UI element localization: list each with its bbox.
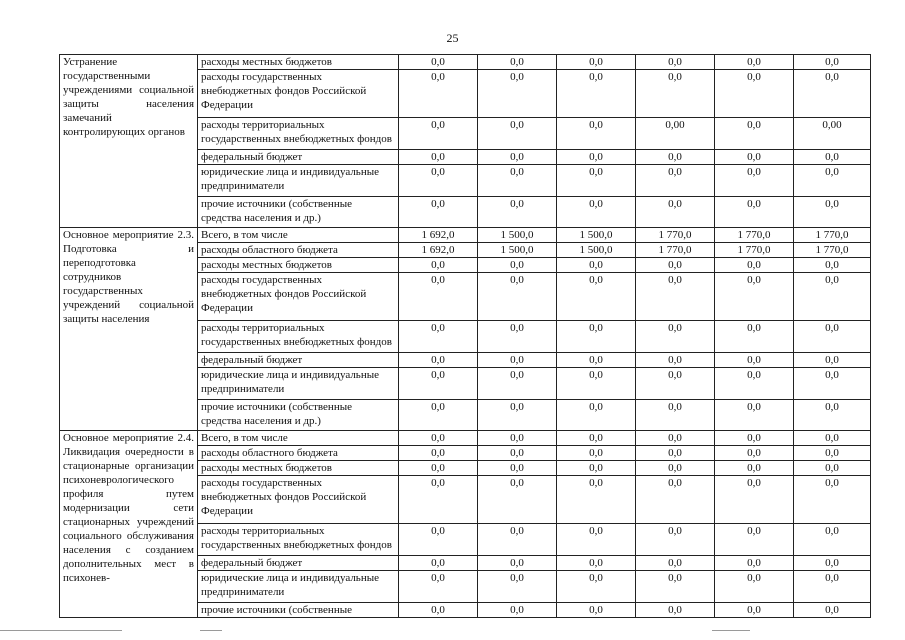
value-cell: 0,0 [715,524,794,556]
value-cell: 0,0 [636,556,715,571]
value-cell: 0,0 [399,368,478,400]
value-cell: 0,0 [478,118,557,150]
value-cell: 0,0 [399,571,478,603]
value-cell: 0,0 [794,476,871,524]
value-cell: 0,00 [636,118,715,150]
value-cell: 0,0 [399,556,478,571]
value-cell: 1 500,0 [557,243,636,258]
value-cell: 0,0 [478,524,557,556]
value-cell: 0,0 [399,118,478,150]
value-cell: 0,0 [636,273,715,321]
funding-source: прочие источники (собственные средства населения и др.) [198,197,399,228]
footer-rule [712,630,750,631]
value-cell: 0,0 [794,446,871,461]
value-cell: 0,0 [478,400,557,431]
value-cell: 0,0 [794,603,871,618]
value-cell: 0,0 [715,150,794,165]
funding-source: расходы территориальных государственных внебюджетных фондов [198,118,399,150]
value-cell: 0,0 [399,165,478,197]
value-cell: 0,0 [399,400,478,431]
value-cell: 0,0 [715,118,794,150]
value-cell: 0,0 [794,55,871,70]
footer-rule [200,630,222,631]
value-cell: 0,0 [636,197,715,228]
value-cell: 1 770,0 [794,243,871,258]
funding-source: юридические лица и индивидуальные предприниматели [198,165,399,197]
value-cell: 0,0 [715,197,794,228]
value-cell: 0,0 [478,321,557,353]
funding-source: расходы местных бюджетов [198,258,399,273]
value-cell: 0,0 [399,150,478,165]
funding-source: Всего, в том числе [198,431,399,446]
value-cell: 0,0 [557,197,636,228]
value-cell: 0,0 [399,273,478,321]
value-cell: 0,0 [794,321,871,353]
value-cell: 0,0 [557,353,636,368]
value-cell: 0,0 [557,321,636,353]
value-cell: 0,0 [478,603,557,618]
value-cell: 0,0 [794,431,871,446]
funding-source: федеральный бюджет [198,556,399,571]
value-cell: 0,0 [794,273,871,321]
value-cell: 0,0 [557,368,636,400]
value-cell: 0,0 [478,571,557,603]
funding-source: расходы государственных внебюджетных фондов Российской Федерации [198,476,399,524]
value-cell: 0,0 [636,165,715,197]
value-cell: 0,0 [557,258,636,273]
value-cell: 0,0 [478,446,557,461]
funding-source: прочие источники (собственные [198,603,399,618]
funding-source: юридические лица и индивидуальные предприниматели [198,368,399,400]
value-cell: 0,0 [557,524,636,556]
value-cell: 0,0 [794,556,871,571]
value-cell: 0,0 [478,353,557,368]
value-cell: 1 770,0 [636,243,715,258]
value-cell: 0,0 [478,476,557,524]
table-row [60,228,871,243]
value-cell: 1 770,0 [715,228,794,243]
value-cell: 0,0 [715,70,794,118]
value-cell: 0,0 [478,55,557,70]
value-cell: 0,0 [636,446,715,461]
value-cell: 0,0 [794,571,871,603]
value-cell: 0,0 [636,431,715,446]
value-cell: 0,0 [636,258,715,273]
value-cell: 0,0 [636,476,715,524]
value-cell: 0,0 [715,258,794,273]
value-cell: 0,0 [715,556,794,571]
value-cell: 0,0 [557,400,636,431]
value-cell: 0,0 [557,431,636,446]
value-cell: 0,0 [557,461,636,476]
value-cell: 0,0 [715,165,794,197]
value-cell: 0,0 [636,150,715,165]
value-cell: 0,0 [557,55,636,70]
value-cell: 0,0 [399,70,478,118]
funding-source: расходы территориальных государственных внебюджетных фондов [198,321,399,353]
value-cell: 0,0 [715,461,794,476]
event-description: Основное мероприятие 2.3. Подготовка и переподготовка сотрудников государственных учреждений социальной защиты населения [60,228,198,431]
value-cell: 0,0 [636,70,715,118]
value-cell: 0,0 [794,165,871,197]
value-cell: 0,0 [715,321,794,353]
funding-source: юридические лица и индивидуальные предприниматели [198,571,399,603]
table-row [60,55,871,70]
value-cell: 0,0 [636,321,715,353]
value-cell: 0,00 [794,118,871,150]
funding-source: расходы государственных внебюджетных фондов Российской Федерации [198,70,399,118]
value-cell: 0,0 [557,476,636,524]
funding-source: Всего, в том числе [198,228,399,243]
page-number: 25 [446,31,459,45]
value-cell: 0,0 [399,197,478,228]
value-cell: 0,0 [399,258,478,273]
value-cell: 0,0 [715,400,794,431]
value-cell: 0,0 [636,571,715,603]
value-cell: 0,0 [478,556,557,571]
value-cell: 0,0 [715,446,794,461]
value-cell: 0,0 [478,197,557,228]
event-description: Основное мероприятие 2.4. Ликвидация очередности в стационарные организации психоневрологического профиля путем модернизации сети стационарных учреждений социального обслуживания населения с созданием дополнительных мест в психонев- [60,431,198,618]
value-cell: 1 692,0 [399,228,478,243]
value-cell: 0,0 [557,603,636,618]
value-cell: 0,0 [478,150,557,165]
value-cell: 0,0 [794,368,871,400]
value-cell: 0,0 [715,603,794,618]
funding-source: расходы территориальных государственных внебюджетных фондов [198,524,399,556]
event-description: Устранение государственными учреждениями социальной защиты населения замечаний контролирующих органов [60,55,198,228]
funding-source: расходы местных бюджетов [198,461,399,476]
value-cell: 0,0 [636,368,715,400]
funding-source: расходы областного бюджета [198,446,399,461]
funding-source: расходы государственных внебюджетных фондов Российской Федерации [198,273,399,321]
footer-rule [0,630,122,631]
funding-source: расходы местных бюджетов [198,55,399,70]
value-cell: 0,0 [557,165,636,197]
value-cell: 0,0 [478,273,557,321]
value-cell: 0,0 [794,353,871,368]
value-cell: 0,0 [557,556,636,571]
funding-source: федеральный бюджет [198,353,399,368]
value-cell: 1 770,0 [794,228,871,243]
value-cell: 0,0 [794,258,871,273]
value-cell: 0,0 [715,55,794,70]
value-cell: 0,0 [794,524,871,556]
value-cell: 0,0 [478,431,557,446]
value-cell: 0,0 [715,273,794,321]
value-cell: 1 500,0 [557,228,636,243]
value-cell: 0,0 [794,461,871,476]
value-cell: 0,0 [794,400,871,431]
value-cell: 0,0 [399,476,478,524]
value-cell: 0,0 [399,55,478,70]
funding-source: расходы областного бюджета [198,243,399,258]
value-cell: 0,0 [557,273,636,321]
value-cell: 0,0 [478,461,557,476]
funding-source: прочие источники (собственные средства населения и др.) [198,400,399,431]
table-body [60,55,871,618]
value-cell: 1 500,0 [478,243,557,258]
value-cell: 0,0 [636,55,715,70]
value-cell: 0,0 [557,118,636,150]
value-cell: 0,0 [399,353,478,368]
value-cell: 1 770,0 [636,228,715,243]
value-cell: 0,0 [399,524,478,556]
value-cell: 0,0 [557,150,636,165]
value-cell: 0,0 [715,353,794,368]
value-cell: 0,0 [715,431,794,446]
value-cell: 0,0 [557,446,636,461]
value-cell: 0,0 [478,165,557,197]
value-cell: 1 770,0 [715,243,794,258]
budget-table [59,54,871,618]
value-cell: 0,0 [794,70,871,118]
value-cell: 0,0 [399,446,478,461]
funding-source: федеральный бюджет [198,150,399,165]
value-cell: 0,0 [557,571,636,603]
value-cell: 0,0 [636,400,715,431]
value-cell: 1 692,0 [399,243,478,258]
value-cell: 0,0 [399,603,478,618]
value-cell: 1 500,0 [478,228,557,243]
value-cell: 0,0 [399,461,478,476]
value-cell: 0,0 [794,197,871,228]
table-row [60,431,871,446]
value-cell: 0,0 [399,431,478,446]
value-cell: 0,0 [715,571,794,603]
value-cell: 0,0 [636,524,715,556]
value-cell: 0,0 [636,461,715,476]
value-cell: 0,0 [557,70,636,118]
value-cell: 0,0 [478,258,557,273]
value-cell: 0,0 [478,368,557,400]
value-cell: 0,0 [478,70,557,118]
value-cell: 0,0 [636,353,715,368]
value-cell: 0,0 [715,368,794,400]
value-cell: 0,0 [715,476,794,524]
value-cell: 0,0 [399,321,478,353]
value-cell: 0,0 [794,150,871,165]
value-cell: 0,0 [636,603,715,618]
